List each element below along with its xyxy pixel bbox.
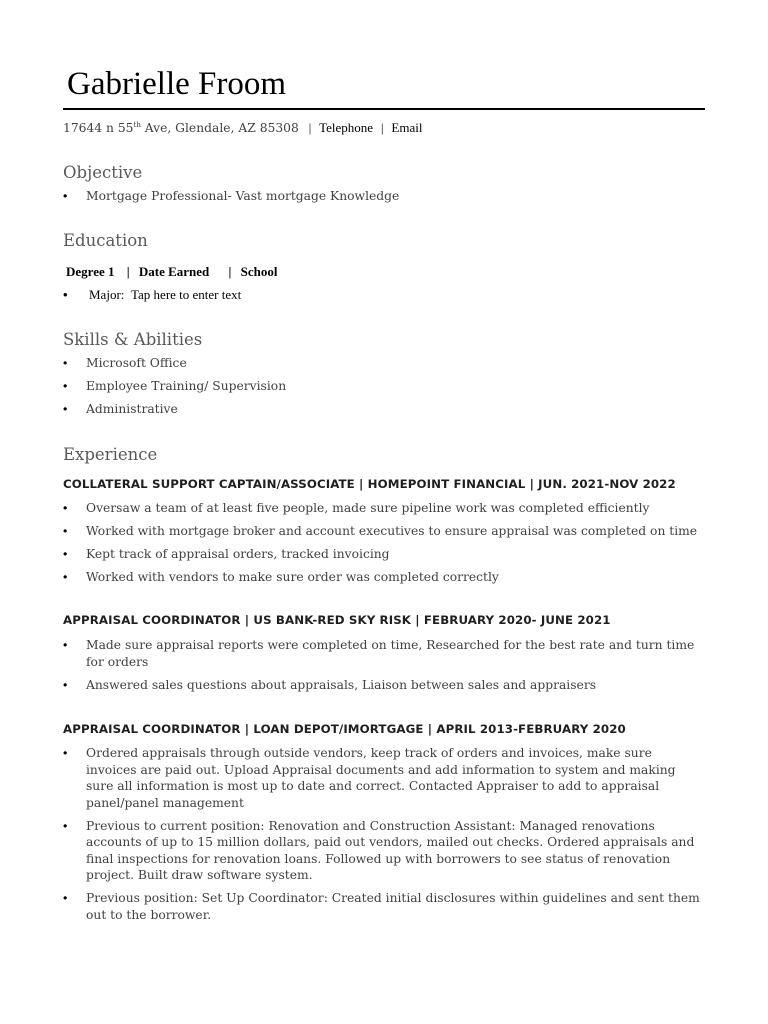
education-major-list <box>63 287 705 304</box>
job-bullets <box>63 745 705 930</box>
list-item <box>63 287 705 304</box>
skills-list <box>63 355 705 424</box>
address: 17644 n 55th Ave, Glendale, AZ 85308 <box>63 121 299 135</box>
list-item: • Ordered appraisals through outside vendors, keep track of orders and invoices, make sure invoices are paid out. Upload Appraisal documents and add information to system and making sure all information is most up to date and correct. Contacted Appraiser to add to appraisal panel/panel management <box>63 745 705 811</box>
date-earned-field[interactable]: Date Earned <box>138 264 210 279</box>
skills-heading: Skills & Abilities <box>63 330 203 349</box>
list-item: • Previous to current position: Renovation and Construction Assistant: Managed renovations accounts of up to 15 million dollars, paid out vendors, mailed out checks. Ordered appraisals and final inspections for renovation loans. Followed up with borrowers to see status of renovation project. Built draw software system. <box>63 818 705 884</box>
objective-list <box>63 188 705 205</box>
header-rule <box>63 108 705 110</box>
telephone-field[interactable]: Telephone <box>319 120 374 135</box>
list-item: • Answered sales questions about appraisals, Liaison between sales and appraisers <box>63 677 705 694</box>
major-field[interactable]: Tap here to enter text <box>131 287 242 302</box>
education-degree-line: Degree 1 | Date Earned | School <box>66 264 278 279</box>
contact-separator: | <box>381 121 384 135</box>
list-item: • Kept track of appraisal orders, tracked invoicing <box>63 546 705 563</box>
email-field[interactable]: Email <box>391 120 423 135</box>
list-item: • Worked with vendors to make sure order was completed correctly <box>63 569 705 586</box>
list-item: • Microsoft Office <box>63 355 705 372</box>
job-bullets <box>63 637 705 700</box>
contact-separator: | <box>308 121 312 135</box>
job-title: APPRAISAL COORDINATOR | US BANK-RED SKY RISK | FEBRUARY 2020- JUNE 2021 <box>63 613 611 627</box>
job-title: COLLATERAL SUPPORT CAPTAIN/ASSOCIATE | HOMEPOINT FINANCIAL | JUN. 2021-NOV 2022 <box>63 477 676 491</box>
contact-line <box>63 120 422 136</box>
list-item: • Mortgage Professional- Vast mortgage Knowledge <box>63 188 705 205</box>
candidate-name: Gabrielle Froom <box>67 66 287 102</box>
degree-field[interactable]: Degree 1 <box>66 264 115 279</box>
education-heading: Education <box>63 231 148 250</box>
school-field[interactable]: School <box>240 264 278 279</box>
experience-heading: Experience <box>63 445 158 464</box>
list-item: • Employee Training/ Supervision <box>63 378 705 395</box>
list-item: • Made sure appraisal reports were completed on time, Researched for the best rate and turn time for orders <box>63 637 705 670</box>
objective-heading: Objective <box>63 163 143 182</box>
major-label: Major: <box>89 287 125 302</box>
list-item: • Previous position: Set Up Coordinator: Created initial disclosures within guidelines and sent them out to the borrower. <box>63 890 705 923</box>
list-item: • Administrative <box>63 401 705 418</box>
job-bullets <box>63 500 705 592</box>
job-title: APPRAISAL COORDINATOR | LOAN DEPOT/IMORTGAGE | APRIL 2013-FEBRUARY 2020 <box>63 722 626 736</box>
list-item: • Oversaw a team of at least five people, made sure pipeline work was completed efficiently <box>63 500 705 517</box>
list-item: • Worked with mortgage broker and account executives to ensure appraisal was completed on time <box>63 523 705 540</box>
